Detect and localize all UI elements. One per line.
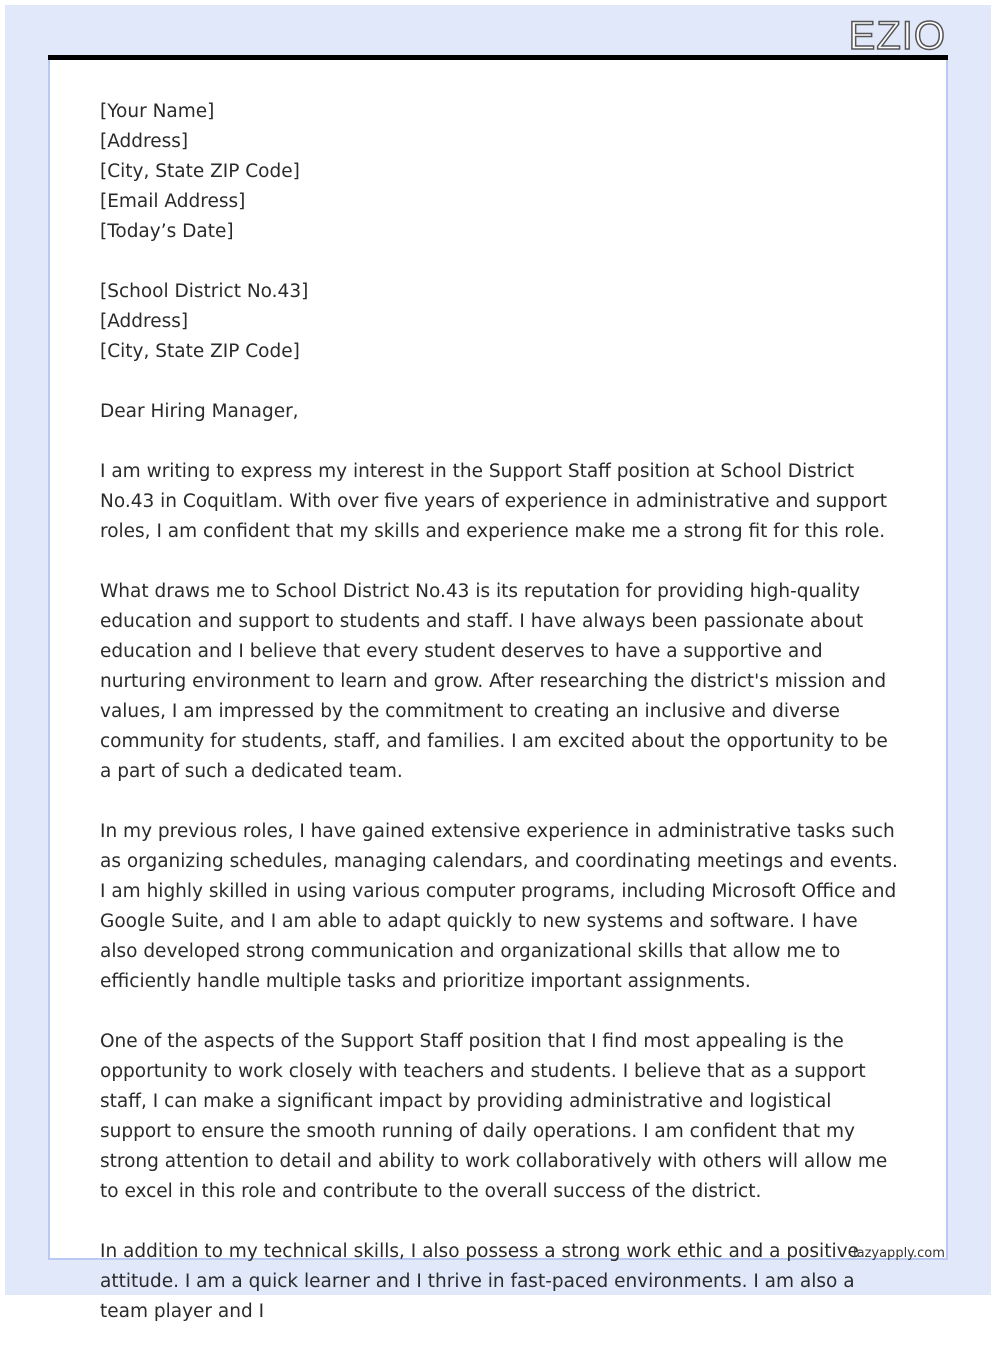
paragraph: In my previous roles, I have gained extensive experience in administrative tasks such as organizing schedules, managing calendars, and coordinating meetings and events. I am highly skilled in using various computer programs, including Microsoft Office and Google Suite, and I am able to adapt quickly to new systems and software. I have also developed strong communication and organizational skills that allow me to efficiently handle multiple tasks and prioritize important assignments. [100, 821, 898, 992]
sender-name: [Your Name] [100, 101, 215, 122]
logo: EZIO [848, 14, 946, 58]
paragraph: I am writing to express my interest in the Support Staff position at School District No.43 in Coquitlam. With over five years of experience in administrative and support roles, I am confident that my skills and experience make me a strong fit for this role. [100, 461, 888, 542]
sender-block [100, 97, 900, 247]
recipient-name: [School District No.43] [100, 281, 309, 302]
letter-body [100, 97, 900, 1357]
paragraph: One of the aspects of the Support Staff position that I find most appealing is the opportunity to work closely with teachers and students. I believe that as a support staff, I can make a significant impact by providing administrative and logistical support to ensure the smooth running of daily operations. I am confident that my strong attention to detail and ability to work collaboratively with others will allow me to excel in this role and contribute to the overall success of the district. [100, 1031, 888, 1202]
paragraph: In addition to my technical skills, I also possess a strong work ethic and a positive attitude. I am a quick learner and I thrive in fast-paced environments. I am also a team player and I [100, 1241, 859, 1322]
sender-date: [Today’s Date] [100, 221, 234, 242]
watermark: lazyapply.com [853, 1246, 945, 1261]
recipient-city: [City, State ZIP Code] [100, 341, 300, 362]
sender-city: [City, State ZIP Code] [100, 161, 300, 182]
header-rule [48, 55, 948, 60]
sender-email: [Email Address] [100, 191, 246, 212]
paragraph: What draws me to School District No.43 is its reputation for providing high-quality education and support to students and staff. I have always been passionate about education and I believe that every student deserves to have a supportive and nurturing environment to learn and grow. After researching the district's mission and values, I am impressed by the commitment to creating an inclusive and diverse community for students, staff, and families. I am excited about the opportunity to be a part of such a dedicated team. [100, 581, 888, 782]
salutation: Dear Hiring Manager, [100, 401, 299, 422]
recipient-address: [Address] [100, 311, 189, 332]
sender-address: [Address] [100, 131, 189, 152]
recipient-block [100, 277, 900, 367]
